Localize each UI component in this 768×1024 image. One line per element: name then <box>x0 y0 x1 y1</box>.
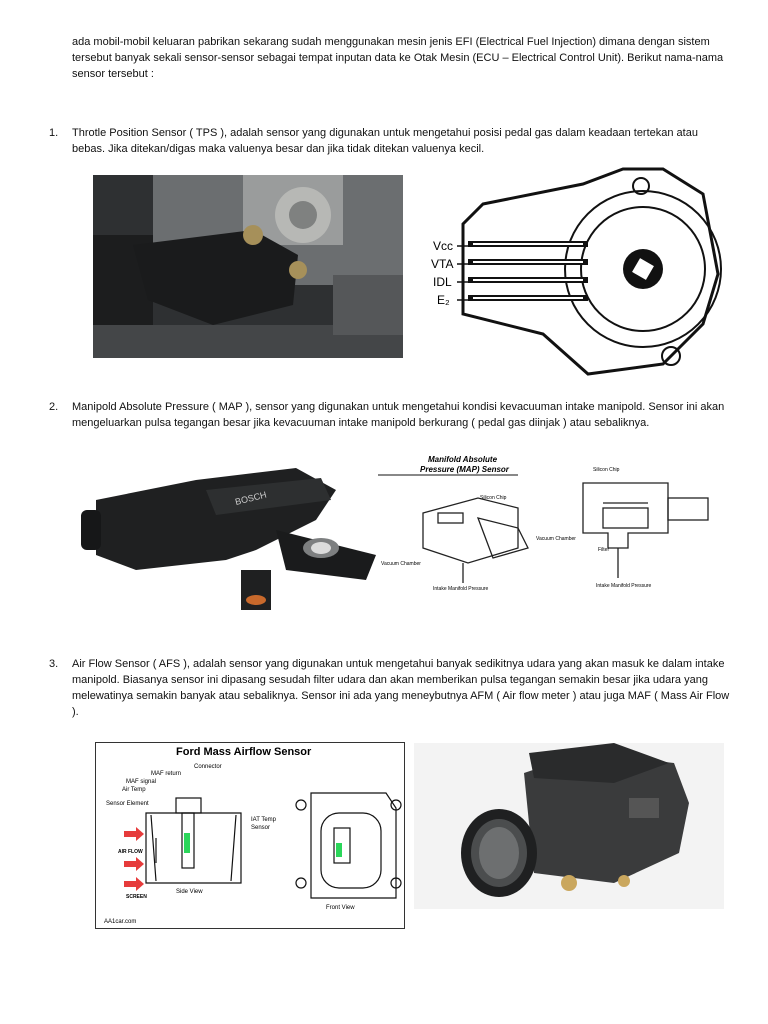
maf-label-sideview: Side View <box>176 889 203 895</box>
item-1-number: 1. <box>49 127 59 139</box>
maf-label-return: MAF return <box>151 771 182 777</box>
maf-diagram <box>95 742 405 929</box>
map-label-intake-right: Intake Manifold Pressure <box>596 583 652 589</box>
map-label-vacuum-right: Vacuum Chamber <box>536 536 576 542</box>
maf-diagram-title: Ford Mass Airflow Sensor <box>176 746 312 758</box>
map-label-chip: Silicon Chip <box>480 495 507 501</box>
tps-label-idl: IDL <box>433 275 452 289</box>
map-photo-brand: BOSCH <box>234 489 268 507</box>
map-sensor-photo <box>76 460 376 615</box>
item-3-text: Air Flow Sensor ( AFS ), adalah sensor yang digunakan untuk mengetahui banyak sedikitnya udara yang akan masuk ke dalam intake manipold. Biasanya sensor ini dipasang sesudah filter udara dan akan memberikan pulsa tegangan semakin besar jika udara yang melewatinya semakin banyak atau sebaliknya. Sensor ini ada yang meneybutnya AFM ( Air flow meter ) atau juga MAF ( Mass Air Flow ). <box>72 658 730 718</box>
maf-label-iat: IAT Temp <box>251 817 277 823</box>
map-label-intake: Intake Manifold Pressure <box>433 586 489 592</box>
map-diagram-title-1: Manifold Absolute <box>428 455 498 464</box>
intro-paragraph: ada mobil-mobil keluaran pabrikan sekarang sudah menggunakan mesin jenis EFI (Electrical Fuel Injection) dimana dengan sistem tersebut banyak sekali sensor-sensor sebagai tempat inputan data ke Otak Mesin (ECU – Electrical Control Unit). Berikut nama-nama sensor tersebut : <box>72 36 724 80</box>
item-3-number: 3. <box>49 658 59 670</box>
map-label-filter: Filter <box>598 547 610 553</box>
maf-label-signal: MAF signal <box>126 779 157 785</box>
tps-photo <box>93 175 403 358</box>
tps-label-vta: VTA <box>431 257 454 271</box>
map-label-vacuum: Vacuum Chamber <box>381 561 421 567</box>
maf-label-airflow: AIR FLOW <box>118 849 143 855</box>
maf-label-iat2: Sensor <box>251 825 271 831</box>
item-2-number: 2. <box>49 401 59 413</box>
tps-label-e2: E₂ <box>437 293 450 307</box>
maf-label-frontview: Front View <box>326 905 355 911</box>
maf-credit: AA1car.com <box>104 919 137 925</box>
item-1-text: Throtle Position Sensor ( TPS ), adalah sensor yang digunakan untuk mengetahui posisi pedal gas dalam keadaan tertekan atau bebas. Jika ditekan/digas maka valuenya besar dan jika tidak ditekan valuenya kecil. <box>72 127 698 155</box>
maf-label-connector: Connector <box>194 764 222 770</box>
tps-diagram <box>413 164 723 388</box>
maf-photo <box>414 743 724 909</box>
map-sensor-diagram <box>378 453 720 598</box>
item-2-text: Manipold Absolute Pressure ( MAP ), sensor yang digunakan untuk mengetahui kondisi kevacuuman intake manipold. Sensor ini akan mengeluarkan pulsa tegangan besar jika kevacuuman intake manipold berkurang ( pedal gas diinjak ) atau sebaliknya. <box>72 401 725 429</box>
maf-label-screen: SCREEN <box>126 894 147 900</box>
map-diagram-title-2: Pressure (MAP) Sensor <box>420 465 509 474</box>
maf-label-element: Sensor Element <box>106 801 149 807</box>
map-label-chip-right: Silicon Chip <box>593 467 620 473</box>
tps-label-vcc: Vcc <box>433 239 454 253</box>
maf-label-airtemp: Air Temp <box>122 787 146 793</box>
